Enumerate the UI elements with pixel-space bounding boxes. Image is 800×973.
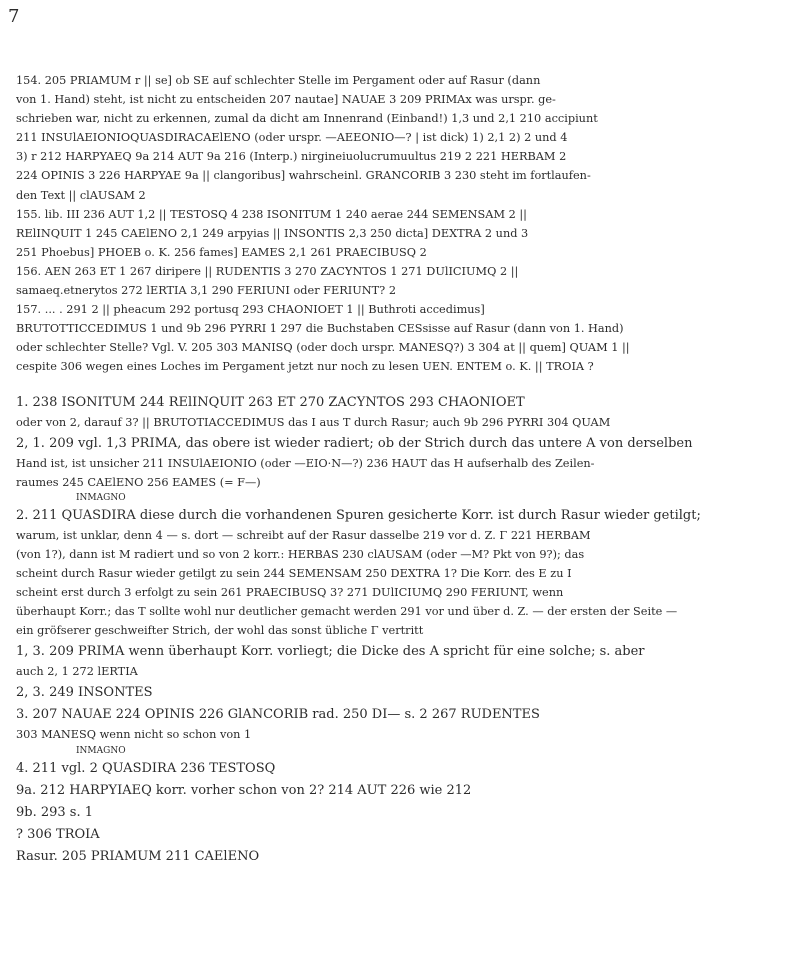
text-line: schrieben war, nicht zu erkennen, zumal da dicht am Innenrand (Einband!) 1,3 und 2,1 210 accipiunt bbox=[16, 112, 598, 126]
text-line: ein gröfserer geschweifter Strich, der wohl das sonst übliche Γ vertritt bbox=[16, 624, 424, 638]
text-line: Hand ist, ist unsicher 211 INSUlAEIONIO (oder —EIO·N—?) 236 HAUT das H aufserhalb des Zeilen- bbox=[16, 456, 595, 470]
text-line: Rasur. 205 PRIAMUM 211 CAElENO bbox=[16, 848, 260, 864]
text-line: cespite 306 wegen eines Loches im Pergament jetzt nur noch zu lesen UEN. ENTEM o. K. || TROIA ? bbox=[16, 360, 594, 374]
text-line: RElINQUIT 1 245 CAElENO 2,1 249 arpyias || INSONTIS 2,3 250 dicta] DEXTRA 2 und 3 bbox=[16, 226, 529, 240]
text-line bbox=[16, 377, 792, 391]
text-line: INMAGNO bbox=[76, 492, 126, 503]
text-line: 303 MANESQ wenn nicht so schon von 1 bbox=[16, 728, 252, 742]
text-line: raumes 245 CAElENO 256 EAMES (= F—) bbox=[16, 475, 261, 489]
text-line: BRUTOTTICCEDIMUS 1 und 9b 296 PYRRI 1 297 die Buchstaben CESsisse auf Rasur (dann von 1. Hand) bbox=[16, 322, 624, 336]
text-line: 3. 207 NAUAE 224 OPINIS 226 GlANCORIB rad. 250 DI— s. 2 267 RUDENTES bbox=[16, 707, 540, 723]
text-line: 2. 211 QUASDIRA diese durch die vorhandenen Spuren gesicherte Korr. ist durch Rasur wieder getilgt; bbox=[16, 507, 701, 523]
text-line: 4. 211 vgl. 2 QUASDIRA 236 TESTOSQ bbox=[16, 760, 276, 776]
text-line: 224 OPINIS 3 226 HARPYAE 9a || clangoribus] wahrscheinl. GRANCORIB 3 230 steht im fortlaufen- bbox=[16, 169, 591, 183]
text-line: den Text || clAUSAM 2 bbox=[16, 188, 146, 202]
text-line: ? 306 TROIA bbox=[16, 826, 100, 842]
text-line: oder von 2, darauf 3? || BRUTOTIACCEDIMUS das I aus T durch Rasur; auch 9b 296 PYRRI 304 QUAM bbox=[16, 415, 611, 429]
text-line: 154. 205 PRIAMUM r || se] ob SE auf schlechter Stelle im Pergament oder auf Rasur (dann bbox=[16, 74, 541, 87]
text-line: 251 Phoebus] PHOEB o. K. 256 fames] EAMES 2,1 261 PRAECIBUSQ 2 bbox=[16, 245, 427, 259]
text-line: 9a. 212 HARPYIAEQ korr. vorher schon von 2? 214 AUT 226 wie 212 bbox=[16, 782, 472, 798]
text-line: 1, 3. 209 PRIMA wenn überhaupt Korr. vorliegt; die Dicke des A spricht für eine solche; s. aber bbox=[16, 644, 645, 660]
apparatus-text bbox=[16, 71, 792, 867]
text-line: samaeq.etnerytos 272 lERTIA 3,1 290 FERIUNI oder FERIUNT? 2 bbox=[16, 284, 397, 298]
text-line: 2, 1. 209 vgl. 1,3 PRIMA, das obere ist wieder radiert; ob der Strich durch das untere A von derselben bbox=[16, 435, 693, 451]
text-line: oder schlechter Stelle? Vgl. V. 205 303 MANISQ (oder doch urspr. MANESQ?) 3 304 at || quem] QUAM 1 || bbox=[16, 341, 630, 355]
text-line: 211 INSUlAEIONIOQUASDIRACAElENO (oder urspr. —AEEONIO—? | ist dick) 1) 2,1 2) 2 und 4 bbox=[16, 131, 568, 145]
text-line: von 1. Hand) steht, ist nicht zu entscheiden 207 nautae] NAUAE 3 209 PRIMAx was urspr. ge- bbox=[16, 93, 556, 107]
text-line: 2, 3. 249 INSONTES bbox=[16, 685, 153, 701]
text-line: (von 1?), dann ist M radiert und so von 2 korr.: HERBAS 230 clAUSAM (oder —M? Pkt von 9?); das bbox=[16, 547, 585, 561]
text-line: 9b. 293 s. 1 bbox=[16, 804, 94, 820]
text-line: scheint durch Rasur wieder getilgt zu sein 244 SEMENSAM 250 DEXTRA 1? Die Korr. des E zu I bbox=[16, 566, 572, 580]
text-line: auch 2, 1 272 lERTIA bbox=[16, 665, 138, 679]
text-line: 156. AEN 263 ET 1 267 diripere || RUDENTIS 3 270 ZACYNTOS 1 271 DUlICIUMQ 2 || bbox=[16, 264, 519, 278]
text-line: 1. 238 ISONITUM 244 RElINQUIT 263 ET 270 ZACYNTOS 293 CHAONIOET bbox=[16, 394, 525, 410]
text-line: überhaupt Korr.; das T sollte wohl nur deutlicher gemacht werden 291 vor und über d. Z. — der ersten der Seite — bbox=[16, 605, 678, 619]
text-line: 3) r 212 HARPYAEQ 9a 214 AUT 9a 216 (Interp.) nirgineiuolucrumuultus 219 2 221 HERBAM 2 bbox=[16, 150, 567, 164]
text-line: 155. lib. III 236 AUT 1,2 || TESTOSQ 4 238 ISONITUM 1 240 aerae 244 SEMENSAM 2 || bbox=[16, 207, 527, 221]
text-line: 157. ... . 291 2 || pheacum 292 portusq 293 CHAONIOET 1 || Buthroti accedimus] bbox=[16, 303, 485, 317]
page-number: 7 bbox=[8, 6, 20, 27]
text-line: warum, ist unklar, denn 4 — s. dort — schreibt auf der Rasur dasselbe 219 vor d. Z. Γ 221 HERBAM bbox=[16, 528, 591, 542]
text-line: scheint erst durch 3 erfolgt zu sein 261 PRAECIBUSQ 3? 271 DUlICIUMQ 290 FERIUNT, wenn bbox=[16, 586, 564, 600]
text-line: INMAGNO bbox=[76, 745, 126, 756]
